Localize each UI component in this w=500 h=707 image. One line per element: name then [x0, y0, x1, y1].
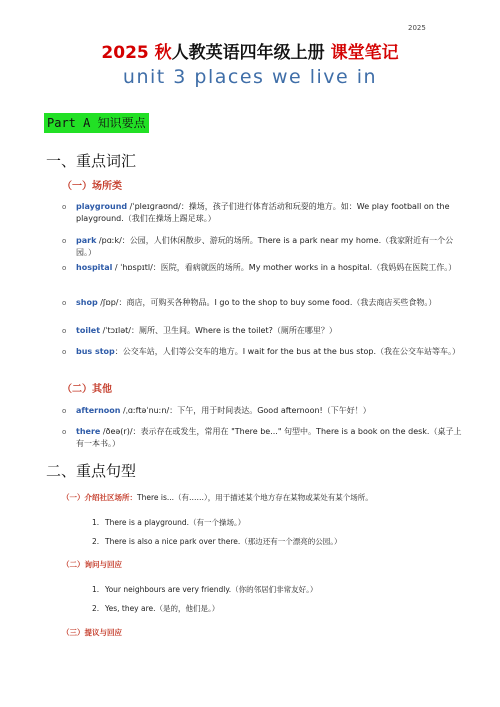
bullet-icon: o — [62, 407, 67, 415]
vocab-definition: /ðeə(r)/：表示存在或发生，常用在 "There be..." 句型中。There is a book on the desk.（桌子上有一本书。） — [76, 427, 462, 448]
vocab-item — [62, 346, 462, 358]
bullet-icon: o — [62, 203, 67, 211]
section-heading-vocab: 一、重点词汇 — [46, 152, 137, 170]
numbered-item — [92, 603, 219, 614]
page-title — [0, 38, 500, 63]
title-red-part: 2025 秋 — [101, 43, 172, 63]
part-tag: Part A 知识要点 — [44, 113, 149, 133]
vocab-word: park — [76, 236, 97, 245]
title-red-part-2: 课堂笔记 — [330, 43, 399, 63]
subheading-others: （二）其他 — [62, 384, 112, 395]
vocab-word: shop — [76, 298, 98, 307]
bullet-icon: o — [62, 428, 67, 436]
vocab-word: bus stop — [76, 347, 115, 356]
numbered-item — [92, 584, 317, 595]
vocab-item — [62, 262, 462, 274]
vocab-word: there — [76, 427, 101, 436]
title-black-part: 人教英语四年级上册 — [171, 43, 325, 63]
bullet-icon: o — [62, 348, 67, 356]
vocab-definition: /ˈtɔɪlət/：厕所、卫生间。Where is the toilet?（厕所在哪里？） — [100, 326, 337, 335]
item-number: 1. — [92, 585, 100, 594]
bullet-icon: o — [62, 264, 67, 272]
subheading-community-desc: There is...（有……），用于描述某个地方存在某物或某处有某个场所。 — [137, 493, 373, 502]
vocab-word: toilet — [76, 326, 101, 335]
year-label: 2025 — [408, 24, 426, 32]
numbered-item — [92, 517, 245, 528]
item-number: 1. — [92, 518, 100, 527]
subheading-ask-respond: （二）询问与回应 — [62, 560, 122, 569]
bullet-icon: o — [62, 299, 67, 307]
item-number: 2. — [92, 537, 100, 546]
bullet-icon: o — [62, 237, 67, 245]
subheading-places: （一）场所类 — [62, 181, 122, 192]
vocab-item — [62, 325, 462, 337]
vocab-word: hospital — [76, 263, 113, 272]
vocab-item — [62, 426, 462, 450]
vocab-definition: / ˈhɒspɪtl/：医院，看病就医的场所。My mother works in a hospital.（我妈妈在医院工作。） — [112, 263, 457, 272]
item-number: 2. — [92, 604, 100, 613]
vocab-definition: /ˌɑːftəˈnuːn/：下午，用于时间表达。Good afternoon!（下午好！） — [120, 406, 371, 415]
unit-subtitle: unit 3 places we live in — [122, 66, 378, 88]
vocab-definition: ：公交车站，人们等公交车的地方。I wait for the bus at the bus stop.（我在公交车站等车。） — [114, 347, 461, 356]
vocab-item — [62, 201, 462, 225]
vocab-item — [62, 297, 462, 309]
vocab-definition: /ʃɒp/：商店，可购买各种物品。I go to the shop to buy some food.（我去商店买些食物。） — [97, 298, 437, 307]
item-text: Your neighbours are very friendly.（你的邻居们非常友好。） — [105, 585, 318, 594]
item-text: Yes, they are.（是的，他们是。） — [105, 604, 220, 613]
item-text: There is a playground.（有一个操场。） — [105, 518, 246, 527]
numbered-item — [92, 536, 342, 547]
vocab-item — [62, 235, 462, 259]
vocab-word: playground — [76, 202, 128, 211]
vocab-definition: /pɑːk/：公园，人们休闲散步、游玩的场所。There is a park near my home.（我家附近有一个公园。） — [76, 236, 454, 257]
item-text: There is also a nice park over there.（那边还有一个漂亮的公园。） — [105, 537, 342, 546]
subheading-community — [62, 492, 373, 503]
bullet-icon: o — [62, 327, 67, 335]
vocab-item — [62, 405, 462, 417]
section-heading-sentences: 二、重点句型 — [46, 462, 137, 480]
subheading-suggest-respond: （三）提议与回应 — [62, 628, 122, 637]
subheading-community-label: （一）介绍社区场所： — [62, 493, 137, 502]
vocab-word: afternoon — [76, 406, 121, 415]
vocab-definition: /ˈpleɪɡraʊnd/：操场，孩子们进行体育活动和玩耍的地方。如：We play football on the playground.（我们在操场上踢足球。） — [76, 202, 450, 223]
